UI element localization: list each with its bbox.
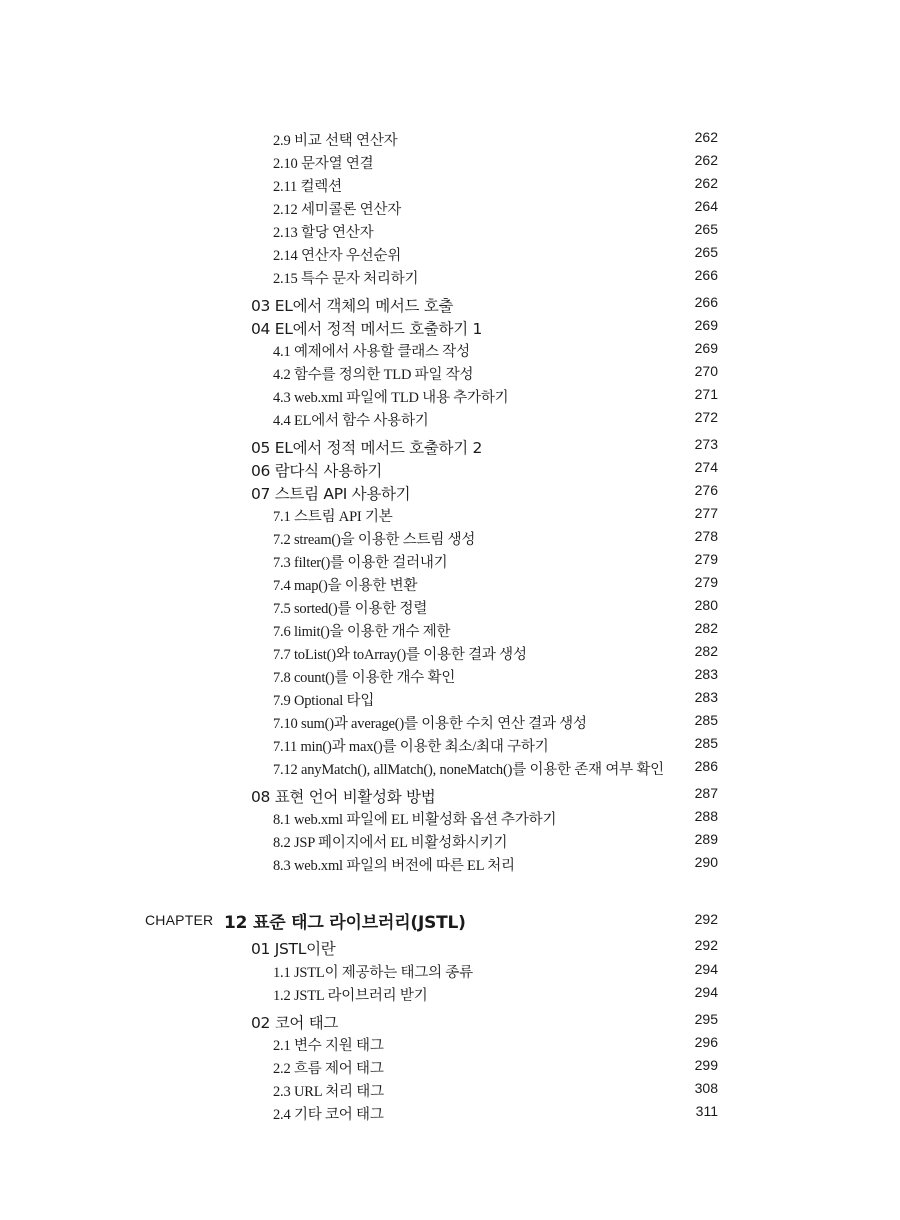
toc-entry[interactable] <box>0 984 900 1006</box>
toc-entry-page: 286 <box>694 758 718 774</box>
toc-entry-page: 288 <box>694 808 718 824</box>
toc-entry-label: 7.11 min()과 max()를 이용한 최소/최대 구하기 <box>273 739 549 755</box>
toc-section[interactable] <box>0 436 900 458</box>
toc-section[interactable] <box>0 482 900 504</box>
toc-entry-label: 1.2 JSTL 라이브러리 받기 <box>273 988 428 1004</box>
toc-entry-label: 7.8 count()를 이용한 개수 확인 <box>273 670 456 686</box>
toc-entry-label: 2.9 비교 선택 연산자 <box>273 133 398 149</box>
toc-entry[interactable] <box>0 528 900 550</box>
toc-section-label: 07 스트림 API 사용하기 <box>251 485 411 503</box>
toc-entry-page: 290 <box>694 854 718 870</box>
toc-entry-label: 4.1 예제에서 사용할 클래스 작성 <box>273 344 470 360</box>
toc-entry-label: 7.10 sum()과 average()를 이용한 수치 연산 결과 생성 <box>273 716 587 732</box>
toc-entry-label: 7.1 스트림 API 기본 <box>273 509 393 525</box>
toc-section-page: 287 <box>694 785 718 801</box>
toc-entry-page: 294 <box>694 961 718 977</box>
toc-entry[interactable] <box>0 175 900 197</box>
toc-entry[interactable] <box>0 643 900 665</box>
toc-entry-label: 4.2 함수를 정의한 TLD 파일 작성 <box>273 367 474 383</box>
toc-entry[interactable] <box>0 152 900 174</box>
toc-entry-page: 269 <box>694 340 718 356</box>
toc-entry-page: 279 <box>694 551 718 567</box>
toc-entry-label: 2.2 흐름 제어 태그 <box>273 1061 384 1077</box>
toc-entry[interactable] <box>0 1080 900 1102</box>
toc-entry[interactable] <box>0 129 900 151</box>
toc-section-label: 04 EL에서 정적 메서드 호출하기 1 <box>251 320 483 338</box>
toc-entry-label: 4.4 EL에서 함수 사용하기 <box>273 413 429 429</box>
toc-entry-page: 272 <box>694 409 718 425</box>
toc-section[interactable] <box>0 294 900 316</box>
toc-entry[interactable] <box>0 854 900 876</box>
toc-entry-label: 7.7 toList()와 toArray()를 이용한 결과 생성 <box>273 647 527 663</box>
toc-entry[interactable] <box>0 831 900 853</box>
toc-entry-page: 285 <box>694 712 718 728</box>
toc-section[interactable] <box>0 459 900 481</box>
toc-entry-page: 282 <box>694 643 718 659</box>
toc-entry[interactable] <box>0 961 900 983</box>
toc-section[interactable] <box>0 1011 900 1033</box>
toc-entry-label: 2.4 기타 코어 태그 <box>273 1107 384 1123</box>
toc-entry-page: 262 <box>694 175 718 191</box>
toc-section-label: 01 JSTL이란 <box>251 940 336 958</box>
toc-section[interactable] <box>0 937 900 959</box>
toc-entry[interactable] <box>0 221 900 243</box>
toc-entry-page: 294 <box>694 984 718 1000</box>
toc-entry-label: 7.3 filter()를 이용한 걸러내기 <box>273 555 448 571</box>
toc-entry-label: 7.5 sorted()를 이용한 정렬 <box>273 601 428 617</box>
toc-section-label: 05 EL에서 정적 메서드 호출하기 2 <box>251 439 483 457</box>
toc-entry[interactable] <box>0 712 900 734</box>
toc-section-page: 266 <box>694 294 718 310</box>
toc-section-label: 08 표현 언어 비활성화 방법 <box>251 788 436 806</box>
toc-entry-label: 2.15 특수 문자 처리하기 <box>273 271 419 287</box>
toc-entry-page: 278 <box>694 528 718 544</box>
toc-entry-page: 262 <box>694 152 718 168</box>
toc-entry[interactable] <box>0 666 900 688</box>
toc-entry-page: 289 <box>694 831 718 847</box>
toc-entry[interactable] <box>0 551 900 573</box>
toc-entry-page: 262 <box>694 129 718 145</box>
toc-entry-label: 2.12 세미콜론 연산자 <box>273 202 402 218</box>
toc-entry-page: 283 <box>694 689 718 705</box>
toc-entry-page: 280 <box>694 597 718 613</box>
toc-entry-label: 2.10 문자열 연결 <box>273 156 374 172</box>
toc-entry-label: 7.9 Optional 타입 <box>273 693 375 709</box>
toc-section-page: 273 <box>694 436 718 452</box>
toc-entry[interactable] <box>0 1034 900 1056</box>
toc-entry-page: 277 <box>694 505 718 521</box>
toc-section-label: 02 코어 태그 <box>251 1014 339 1032</box>
toc-section-page: 292 <box>694 937 718 953</box>
toc-section-page: 269 <box>694 317 718 333</box>
toc-entry[interactable] <box>0 363 900 385</box>
chapter-prefix: CHAPTER <box>145 912 214 928</box>
toc-entry-label: 2.11 컬렉션 <box>273 179 342 195</box>
toc-entry-label: 7.12 anyMatch(), allMatch(), noneMatch()를 이용한 존재 여부 확인 <box>273 762 664 778</box>
toc-entry-label: 8.1 web.xml 파일에 EL 비활성화 옵션 추가하기 <box>273 812 557 828</box>
toc-entry[interactable] <box>0 198 900 220</box>
toc-entry[interactable] <box>0 735 900 757</box>
toc-entry[interactable] <box>0 244 900 266</box>
toc-entry-page: 264 <box>694 198 718 214</box>
toc-section-page: 295 <box>694 1011 718 1027</box>
toc-entry[interactable] <box>0 386 900 408</box>
toc-entry[interactable] <box>0 267 900 289</box>
toc-entry-page: 308 <box>694 1080 718 1096</box>
chapter-title: 12 표준 태그 라이브러리(JSTL) <box>224 913 466 933</box>
toc-entry-label: 8.3 web.xml 파일의 버전에 따른 EL 처리 <box>273 858 515 874</box>
toc-entry[interactable] <box>0 1057 900 1079</box>
toc-entry-page: 270 <box>694 363 718 379</box>
toc-section-label: 03 EL에서 객체의 메서드 호출 <box>251 297 454 315</box>
chapter-heading[interactable] <box>0 911 900 933</box>
toc-entry-page: 283 <box>694 666 718 682</box>
toc-section[interactable] <box>0 317 900 339</box>
toc-entry-label: 8.2 JSP 페이지에서 EL 비활성화시키기 <box>273 835 508 851</box>
toc-entry-label: 2.3 URL 처리 태그 <box>273 1084 384 1100</box>
toc-entry[interactable] <box>0 409 900 431</box>
toc-section-page: 276 <box>694 482 718 498</box>
toc-entry[interactable] <box>0 597 900 619</box>
toc-entry-page: 271 <box>694 386 718 402</box>
toc-entry[interactable] <box>0 340 900 362</box>
toc-entry-page: 285 <box>694 735 718 751</box>
toc-entry-label: 7.2 stream()을 이용한 스트림 생성 <box>273 532 476 548</box>
toc-entry-label: 1.1 JSTL이 제공하는 태그의 종류 <box>273 965 473 981</box>
toc-section-label: 06 람다식 사용하기 <box>251 462 383 480</box>
toc-entry-label: 4.3 web.xml 파일에 TLD 내용 추가하기 <box>273 390 509 406</box>
toc-section[interactable] <box>0 785 900 807</box>
toc-entry-page: 265 <box>694 244 718 260</box>
toc-entry[interactable] <box>0 1103 900 1125</box>
toc-entry-page: 279 <box>694 574 718 590</box>
toc-entry[interactable] <box>0 505 900 527</box>
toc-entry-page: 265 <box>694 221 718 237</box>
toc-entry-label: 2.14 연산자 우선순위 <box>273 248 402 264</box>
toc-entry-page: 282 <box>694 620 718 636</box>
toc-entry[interactable] <box>0 758 900 780</box>
toc-section-page: 274 <box>694 459 718 475</box>
toc-entry[interactable] <box>0 808 900 830</box>
toc-entry-label: 2.13 할당 연산자 <box>273 225 374 241</box>
toc-entry-page: 296 <box>694 1034 718 1050</box>
toc-entry[interactable] <box>0 574 900 596</box>
toc-entry-label: 7.6 limit()을 이용한 개수 제한 <box>273 624 451 640</box>
toc-entry-label: 7.4 map()을 이용한 변환 <box>273 578 418 594</box>
toc-entry-label: 2.1 변수 지원 태그 <box>273 1038 384 1054</box>
toc-entry-page: 299 <box>694 1057 718 1073</box>
toc-entry[interactable] <box>0 620 900 642</box>
toc-entry-page: 266 <box>694 267 718 283</box>
toc-entry-page: 311 <box>695 1103 718 1119</box>
toc-entry[interactable] <box>0 689 900 711</box>
chapter-page: 292 <box>694 911 718 927</box>
